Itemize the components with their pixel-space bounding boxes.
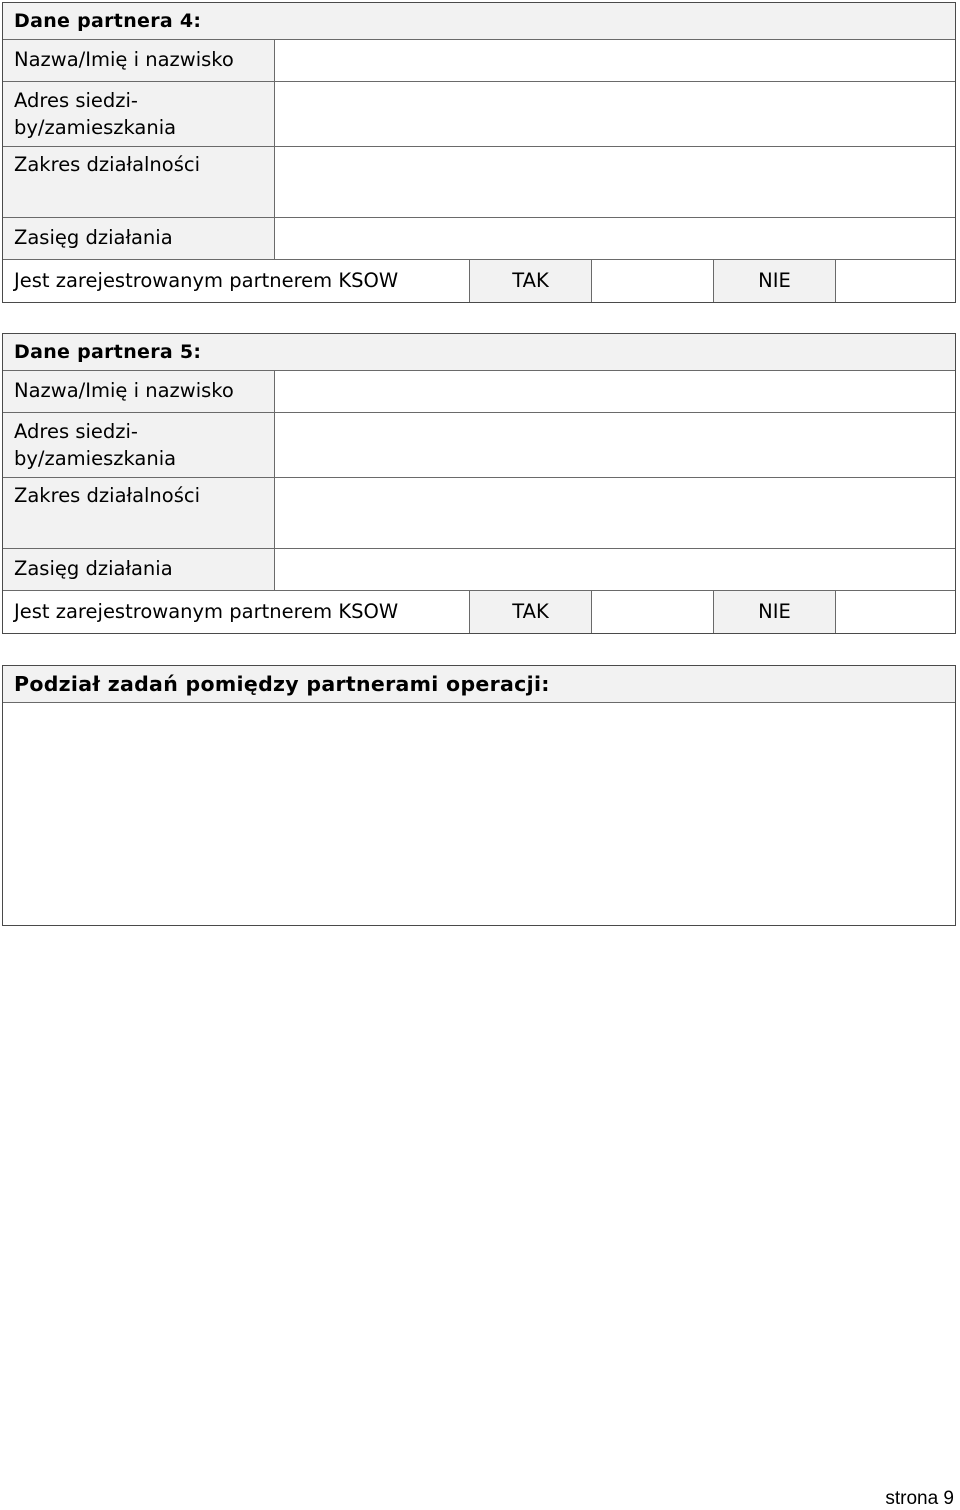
partner-5-yes-label: TAK — [470, 591, 592, 633]
partner-4-range-row — [3, 218, 955, 260]
partner-4-scope-row — [3, 147, 955, 218]
partner-4-range-label: Zasięg działania — [3, 218, 275, 259]
partner-5-range-row — [3, 549, 955, 591]
partner-4-range-field[interactable] — [275, 218, 955, 259]
partner-4-ksow-row — [3, 260, 955, 302]
partner-4-no-label: NIE — [714, 260, 836, 302]
partner-4-header: Dane partnera 4: — [3, 3, 955, 40]
partner-5-address-row — [3, 413, 955, 478]
partner-5-no-checkbox[interactable] — [836, 591, 955, 633]
partner-5-range-label: Zasięg działania — [3, 549, 275, 590]
partner-5-address-label — [3, 413, 275, 477]
partner-5-address-label-line2: by/zamieszkania — [14, 447, 177, 470]
partner-4-yes-checkbox[interactable] — [592, 260, 714, 302]
partner-5-name-row — [3, 371, 955, 413]
partner-5-yes-checkbox[interactable] — [592, 591, 714, 633]
partner-5-name-label: Nazwa/Imię i nazwisko — [3, 371, 275, 412]
partner-4-address-row — [3, 82, 955, 147]
partner-5-range-field[interactable] — [275, 549, 955, 590]
partner-4-name-field[interactable] — [275, 40, 955, 81]
partner-5-no-label: NIE — [714, 591, 836, 633]
partner-4-name-row — [3, 40, 955, 82]
partner-4-scope-label: Zakres działalności — [3, 147, 275, 217]
partner-4-yes-label: TAK — [470, 260, 592, 302]
task-division-section — [2, 665, 956, 926]
partner-5-section — [2, 333, 956, 634]
partner-5-ksow-label: Jest zarejestrowanym partnerem KSOW — [3, 591, 470, 633]
partner-4-scope-field[interactable] — [275, 147, 955, 217]
partner-4-no-checkbox[interactable] — [836, 260, 955, 302]
partner-5-header: Dane partnera 5: — [3, 334, 955, 371]
partner-5-scope-row — [3, 478, 955, 549]
partner-4-address-label-line2: by/zamieszkania — [14, 116, 177, 139]
partner-5-address-label-line1: Adres siedzi- — [14, 420, 138, 443]
partner-5-scope-label: Zakres działalności — [3, 478, 275, 548]
partner-5-scope-field[interactable] — [275, 478, 955, 548]
partner-4-address-label-line1: Adres siedzi- — [14, 89, 138, 112]
task-division-header: Podział zadań pomiędzy partnerami operacji: — [3, 666, 955, 703]
page-number: strona 9 — [885, 1488, 954, 1509]
partner-4-address-label — [3, 82, 275, 146]
partner-4-ksow-label: Jest zarejestrowanym partnerem KSOW — [3, 260, 470, 302]
partner-5-address-field[interactable] — [275, 413, 955, 477]
partner-4-section — [2, 2, 956, 303]
partner-5-ksow-row — [3, 591, 955, 633]
partner-4-address-field[interactable] — [275, 82, 955, 146]
partner-4-name-label: Nazwa/Imię i nazwisko — [3, 40, 275, 81]
partner-5-name-field[interactable] — [275, 371, 955, 412]
task-division-field[interactable] — [3, 703, 955, 925]
